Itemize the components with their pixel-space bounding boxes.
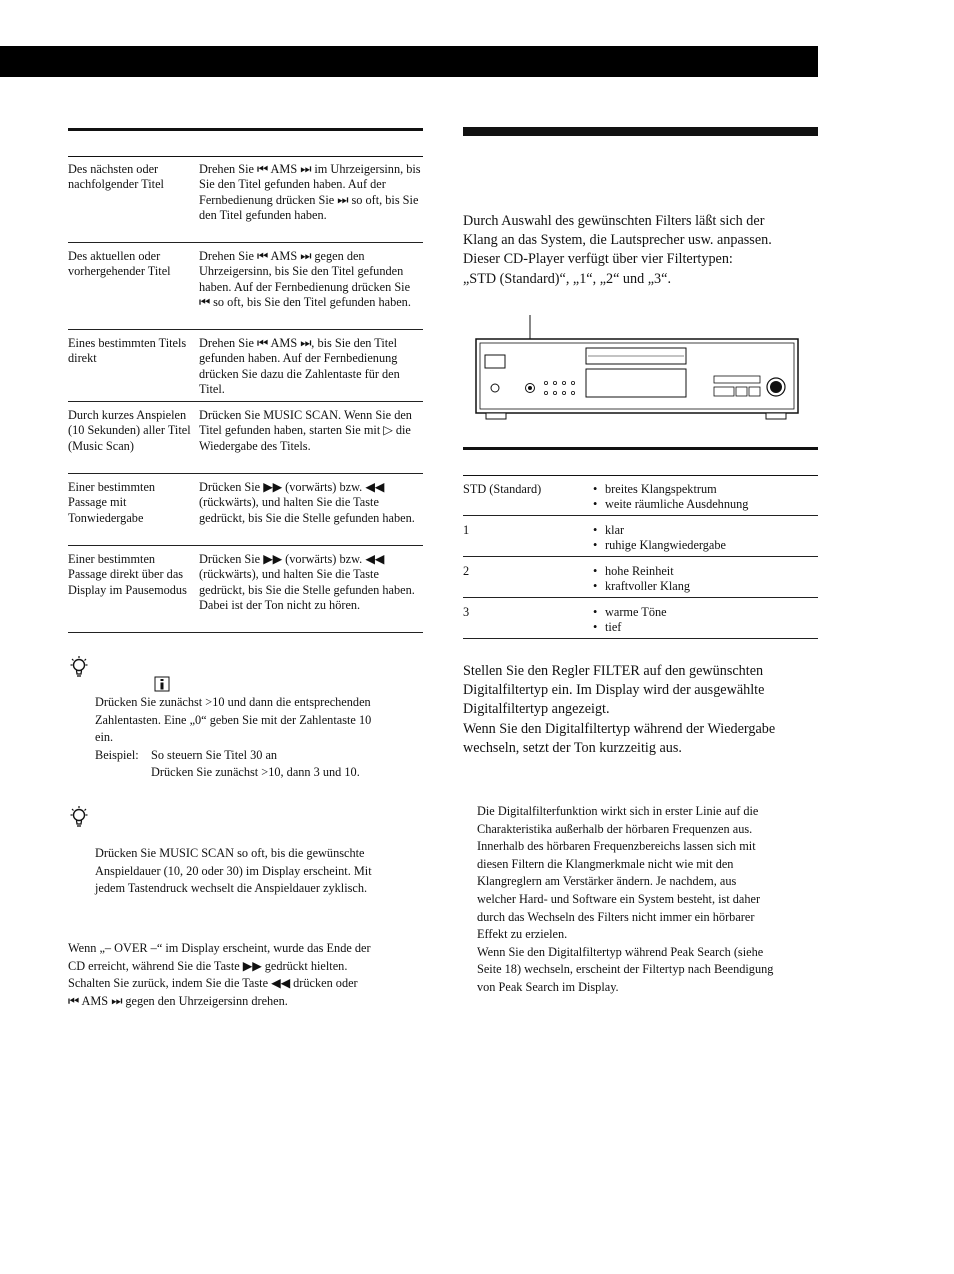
lightbulb-icon — [70, 655, 88, 679]
over-note: Wenn „– OVER –“ im Display erscheint, wurde das Ende der CD erreicht, während Sie die Taste ▶▶ gedrückt hielten. Schalten Sie zurück, indem Sie die Taste ◀◀ drücken oder ⏮ AMS ⏭ gegen den Uhrzeigersinn drehen. — [68, 941, 371, 1008]
remote-icon — [154, 676, 170, 692]
filter-intro: Durch Auswahl des gewünschten Filters läßt sich der Klang an das System, die Lautsprecher usw. anpassen. Dieser CD-Player verfügt über vier Filtertypen: „STD (Standard)“, „1“, „2“ und „3“. — [463, 213, 772, 287]
filter-table — [463, 475, 818, 639]
row-label: Des aktuellen oder vorhergehender Titel — [68, 249, 171, 279]
filter-type: 2 — [463, 564, 470, 578]
table-row: 2 • hohe Reinheit • kraftvoller Klang — [463, 557, 818, 598]
example-label: Beispiel: — [95, 747, 139, 762]
table-row — [68, 243, 423, 330]
search-table — [68, 156, 423, 633]
row-label: Durch kurzes Anspielen (10 Sekunden) aller Titel (Music Scan) — [68, 408, 191, 453]
table-row — [68, 474, 423, 546]
table-row — [68, 330, 423, 402]
row-label: Eines bestimmten Titels direkt — [68, 336, 187, 366]
filter-type: 1 — [463, 523, 470, 537]
row-text: Drehen Sie ⏮ AMS ⏭ im Uhrzeigersinn, bis Sie den Titel gefunden haben. Auf der Fernbedienung drücken Sie ⏭ so oft, bis Sie den Titel gefunden haben. — [199, 162, 421, 222]
filter-note: Die Digitalfilterfunktion wirkt sich in erster Linie auf die Charakteristika außerhalb der hörbaren Frequenzen aus. Innerhalb des hörbaren Frequenzbereichs lassen sich mit diesen Filtern die Klangmerkmale nicht wie mit den Klangreglern am Verstärker ändern. Je nachdem, aus welcher Hard- und Software ein System besteht, ist daher durch das Wechseln des Filters nicht immer ein hörbarer Effekt zu erzielen. Wenn Sie den Digitalfiltertyp während Peak Search (siehe Seite 18) wechseln, erscheint der Filtertyp nach Beendigung von Peak Search im Display. — [477, 804, 774, 994]
tip-number-entry: Drücken Sie zunächst >10 und dann die entsprechenden Zahlentasten. Eine „0“ geben Sie mit der Zahlentaste 10 ein. Beispiel: So steuern Sie Titel 30 an Drücken Sie zunächst >10, dann 3 und 10. — [95, 695, 372, 779]
row-text: Drücken Sie ▶▶ (vorwärts) bzw. ◀◀ (rückwärts), und halten Sie die Taste gedrückt, bis Sie die Stelle gefunden haben. Dabei ist der Ton nicht zu hören. — [199, 552, 415, 612]
table-row: 3 • warme Töne • tief — [463, 598, 818, 639]
filter-type: 3 — [463, 605, 470, 619]
row-label: Des nächsten oder nachfolgender Titel — [68, 162, 164, 192]
table-row: 1 • klar • ruhige Klangwiedergabe — [463, 516, 818, 557]
row-text: Drücken Sie ▶▶ (vorwärts) bzw. ◀◀ (rückwärts), und halten Sie die Taste gedrückt, bis Sie die Stelle gefunden haben. — [199, 480, 415, 525]
filter-instructions: Stellen Sie den Regler FILTER auf den gewünschten Digitalfiltertyp ein. Im Display wird der ausgewählte Digitalfiltertyp angezeigt. Wenn Sie den Digitalfiltertyp während der Wiedergabe wechseln, setzt der Ton kurzzeitig aus. — [463, 663, 776, 756]
right-section-bar — [463, 127, 818, 136]
filter-table-heading-rule — [463, 447, 818, 450]
table-row — [68, 156, 423, 243]
row-text: Drehen Sie ⏮ AMS ⏭ gegen den Uhrzeigersinn, bis Sie den Titel gefunden haben. Auf der Fernbedienung drücken Sie ⏮ so oft, bis Sie den Titel gefunden haben. — [199, 249, 411, 309]
row-label: Einer bestimmten Passage mit Tonwiedergabe — [68, 480, 156, 525]
table-row — [68, 546, 423, 633]
row-label: Einer bestimmten Passage direkt über das Display im Pausemodus — [68, 552, 187, 597]
table-row — [68, 402, 423, 474]
left-section-rule — [68, 128, 423, 131]
cd-player-illustration — [470, 315, 805, 425]
tip-music-scan: Drücken Sie MUSIC SCAN so oft, bis die gewünschte Anspieldauer (10, 20 oder 30) im Display erscheint. Mit jedem Tastendruck wechselt die Anspieldauer zyklisch. — [95, 846, 372, 895]
row-text: Drücken Sie MUSIC SCAN. Wenn Sie den Titel gefunden haben, starten Sie mit ▷ die Wiedergabe des Titels. — [199, 408, 412, 453]
lightbulb-icon — [70, 805, 88, 829]
row-text: Drehen Sie ⏮ AMS ⏭, bis Sie den Titel gefunden haben. Auf der Fernbedienung drücken Sie dazu die Zahlentaste für den Titel. — [199, 336, 400, 396]
filter-type: STD (Standard) — [463, 482, 542, 496]
table-row: STD (Standard) • breites Klangspektrum • weite räumliche Ausdehnung — [463, 475, 818, 516]
header-bar — [0, 46, 818, 77]
